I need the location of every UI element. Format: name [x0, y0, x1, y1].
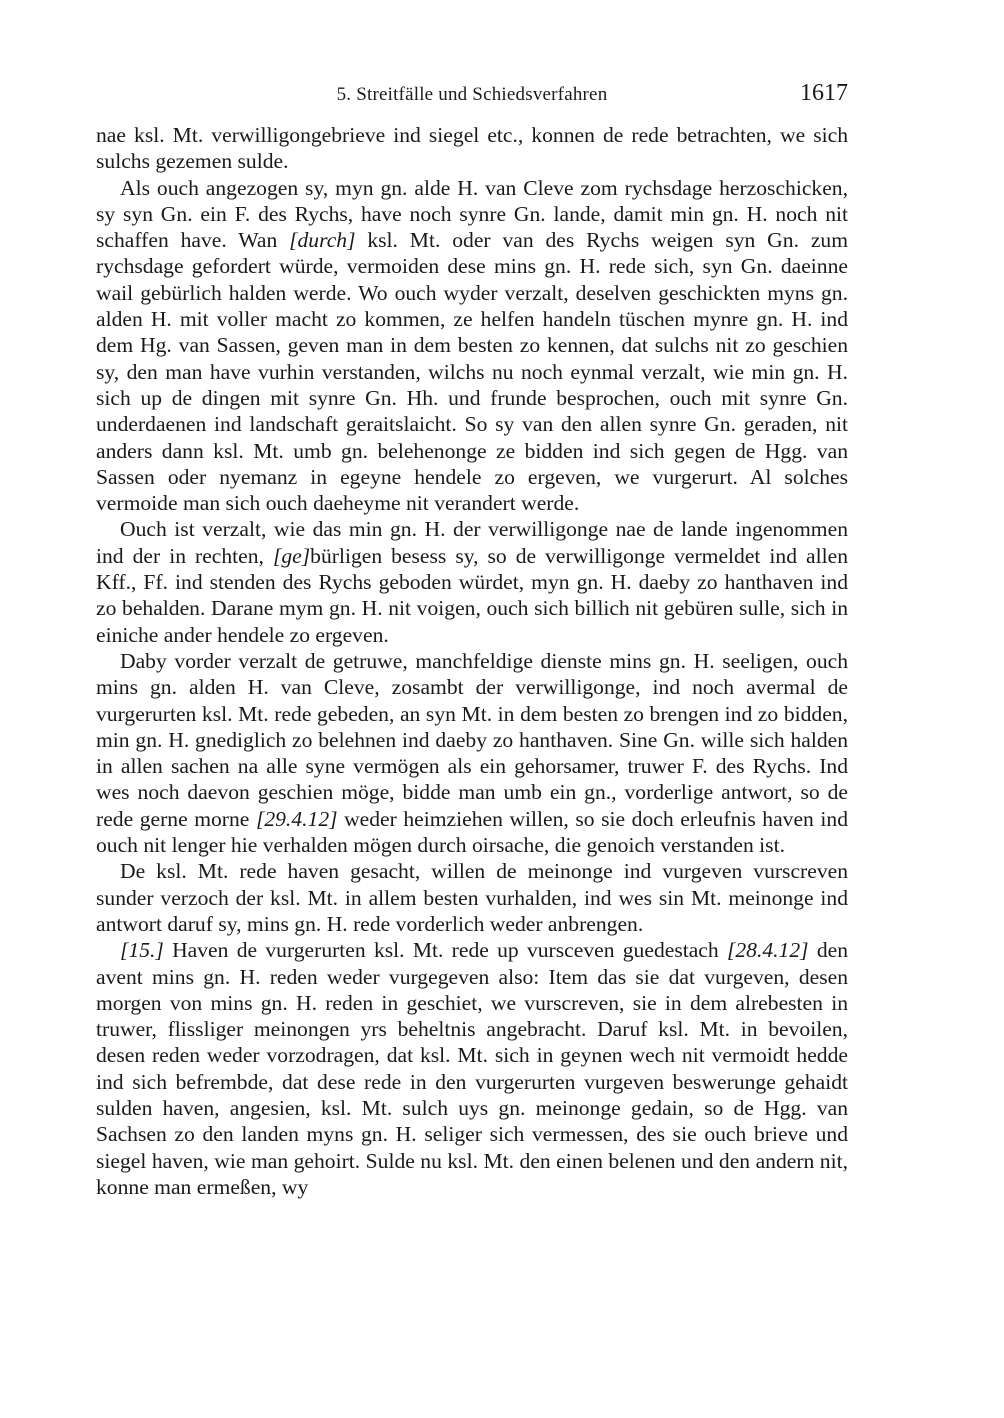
paragraph-text: nae ksl. Mt. verwilligongebrieve ind siegel etc., konnen de rede betrachten, we sich sulchs gezemen sulde.	[96, 123, 848, 174]
editorial-insertion: [28.4.12]	[726, 938, 809, 963]
running-title: 5. Streitfälle und Schiedsverfahren	[336, 84, 608, 105]
paragraph-text: Haven de vurgerurten ksl. Mt. rede up vursceven guedestach	[163, 938, 727, 963]
paragraph	[96, 937, 848, 1200]
paragraph-text: Als ouch angezogen sy, myn gn. alde H. van Cleve zom rychsdage herzoschicken, sy syn Gn. ein F. des Rychs, have noch synre Gn. lande, damit min gn. H. noch nit schaffen have. Wan	[96, 175, 848, 253]
page-header	[96, 80, 848, 110]
paragraph	[96, 516, 848, 647]
editorial-insertion: [ge]	[272, 543, 311, 568]
paragraph-text: Daby vorder verzalt de getruwe, manchfeldige dienste mins gn. H. seeligen, ouch mins gn. alden H. van Cleve, zosambt der verwilligonge, ind noch avermal de vurgerurten ksl. Mt. rede gebeden, an syn Mt. in dem besten zo brengen ind zo bidden, min gn. H. gnediglich zo belehnen ind daeby zo hanthaven. Sine Gn. wille sich halden in allen sachen na alle syne vermögen als ein gehorsamer, truwer F. des Rychs. Ind wes noch daevon geschien möge, bidde man umb ein gn., vorderlige antwort, so de rede gerne morne	[96, 648, 848, 831]
paragraph	[96, 648, 848, 858]
editorial-insertion: [29.4.12]	[255, 806, 338, 831]
paragraph-text: den avent mins gn. H. reden weder vurgegeven also: Item das sie dat vurgeven, desen morgen von mins gn. H. reden in geschiet, we vurscreven, sie in dem alrebesten in truwer, flissliger meinongen yrs beheltnis angebracht. Daruf ksl. Mt. in bevoilen, desen reden weder vorzodragen, dat ksl. Mt. sich in geynen wech nit vermoidt hedde ind sich befrembde, dat dese rede in den vurgerurten vurgeven beswerunge gehaidt sulden haven, angesien, ksl. Mt. sulch uys gn. meinonge gedain, so de Hgg. van Sachsen zo den landen myns gn. H. seliger sich vermessen, des sie ouch brieve und siegel haven, wie man gehoirt. Sulde nu ksl. Mt. den einen belenen und den andern nit, konne man ermeßen, wy	[96, 938, 849, 1199]
paragraph-text: Ouch ist verzalt, wie das min gn. H. der verwilligonge nae de lande ingenommen ind der in rechten,	[96, 517, 848, 568]
paragraph-text: De ksl. Mt. rede haven gesacht, willen de meinonge ind vurgeven vurscreven sunder verzoch der ksl. Mt. in allem besten vurhalden, ind wes sin Mt. meinonge ind antwort daruf sy, mins gn. H. rede vorderlich weder anbrengen.	[96, 859, 848, 936]
paragraph-text: ksl. Mt. oder van des Rychs weigen syn Gn. zum rychsdage gefordert würde, vermoiden dese mins gn. H. rede sich, syn Gn. daeinne wail gebürlich halden werde. Wo ouch wyder verzalt, deselven geschickten myns gn. alden H. mit voller macht zo kommen, ze helfen handeln tüschen mynre gn. H. ind dem Hg. van Sassen, geven man in dem besten zo kennen, dat sulchs nit zo geschien sy, den man have vurhin verstanden, wilchs nu noch eynmal verzalt, wie min gn. H. sich up de dingen mit synre Gn. Hh. und frunde besprochen, ouch mit synre Gn. underdaenen ind landschaft geraitslaicht. So sy van den allen synre Gn. geraden, nit anders dann ksl. Mt. umb gn. belehenonge ze bidden ind sich gegen de Hgg. van Sassen oder nyemanz in egeyne hendele zo ergeven, we vurgerurt. Al solches vermoide man sich ouch daeheyme nit verandert werde.	[96, 228, 848, 516]
paragraph	[96, 858, 848, 937]
paragraph	[96, 175, 848, 517]
paragraph	[96, 122, 848, 175]
editorial-insertion: [durch]	[289, 228, 356, 253]
paragraph-text: weder heimziehen willen, so sie doch erleufnis haven ind ouch nit lenger hie verhalden mögen durch oirsache, die genoich verstanden ist.	[96, 806, 848, 858]
editorial-insertion: [15.]	[120, 938, 164, 963]
page-number: 1617	[800, 80, 848, 106]
body-text	[96, 122, 848, 1200]
paragraph-text: bürligen besess sy, so de verwilligonge vermeldet ind allen Kff., Ff. ind stenden des Rychs geboden würdet, myn gn. H. daeby zo hanthaven ind zo behalden. Darane mym gn. H. nit voigen, ouch sich billich nit gebüren sulle, sich in einiche ander hendele zo ergeven.	[96, 543, 848, 647]
